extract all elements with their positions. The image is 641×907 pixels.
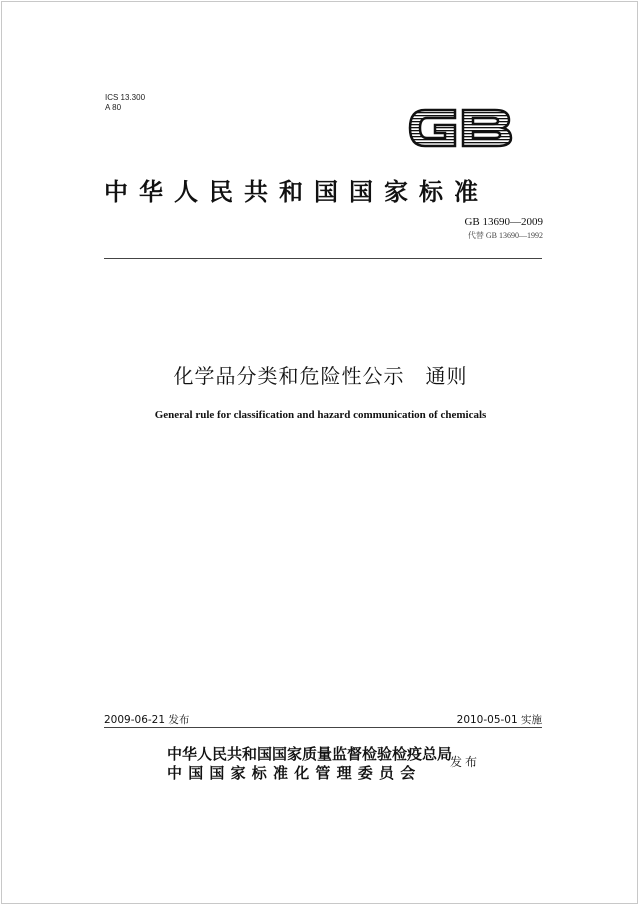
header-divider <box>104 258 542 259</box>
ics-code: ICS 13.300 <box>105 93 146 102</box>
footer-divider <box>104 727 542 728</box>
gb-logo-g-shape <box>410 110 455 146</box>
gb-logo-b-shape <box>463 110 511 146</box>
gb-logo <box>405 100 517 156</box>
standard-number: GB 13690—2009 <box>464 216 543 228</box>
issuer-sac: 中国国家标准化管理委员会 <box>167 764 422 782</box>
implementation-date: 2010-05-01 实施 <box>456 714 542 726</box>
document-title-chinese: 化学品分类和危险性公示 通则 <box>173 364 468 388</box>
publish-label: 发布 <box>450 755 481 769</box>
issuer-aqsiq: 中华人民共和国国家质量监督检验检疫总局 <box>167 745 453 763</box>
issue-date: 2009-06-21 发布 <box>104 714 190 726</box>
ccs-code: A 80 <box>105 103 122 112</box>
replaced-standard: 代替 GB 13690—1992 <box>467 231 543 240</box>
document-title-english: General rule for classification and hazard communication of chemicals <box>154 409 487 421</box>
standard-category-name: 中华人民共和国国家标准 <box>104 178 489 206</box>
classification-codes <box>105 93 145 113</box>
